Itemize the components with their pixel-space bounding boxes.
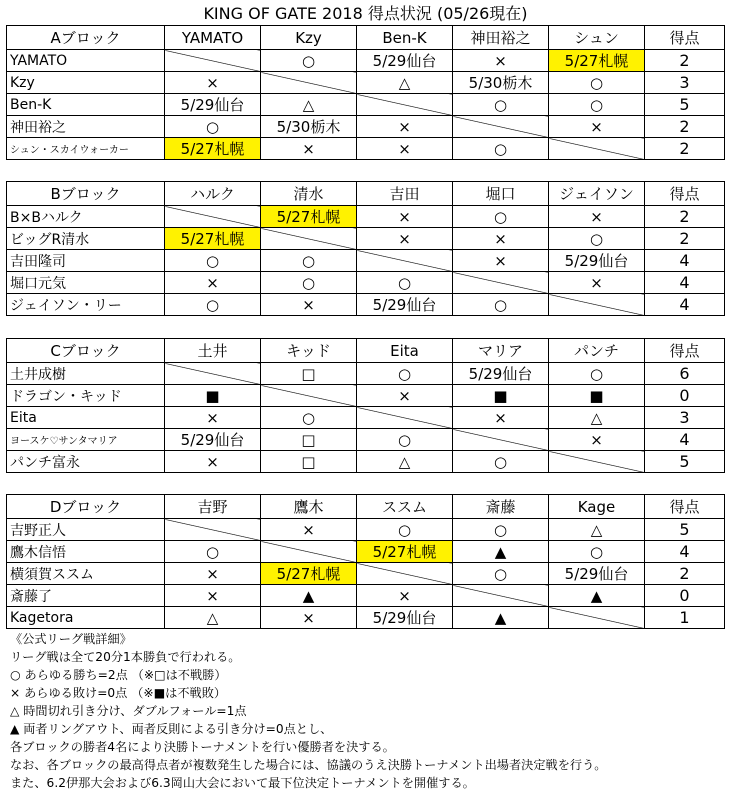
table-row bbox=[7, 72, 725, 94]
score-header: 得点 bbox=[645, 26, 725, 50]
table-header-row bbox=[7, 182, 725, 206]
result-cell: × bbox=[261, 294, 357, 316]
result-cell: △ bbox=[357, 72, 453, 94]
wrestler-name: 斎藤了 bbox=[7, 585, 165, 607]
opponent-header: YAMATO bbox=[165, 26, 261, 50]
scheduled-match-cell: 5/29仙台 bbox=[357, 607, 453, 629]
opponent-header: ススム bbox=[357, 495, 453, 519]
result-cell: × bbox=[165, 451, 261, 473]
wrestler-name: 吉田隆司 bbox=[7, 250, 165, 272]
result-cell: ○ bbox=[453, 519, 549, 541]
opponent-header: マリア bbox=[453, 339, 549, 363]
block-header: Cブロック bbox=[7, 339, 165, 363]
note-line: ○ あらゆる勝ち=2点 （※□は不戦勝） bbox=[10, 668, 227, 682]
result-cell: ○ bbox=[549, 363, 645, 385]
note-line: 各ブロックの勝者4名により決勝トーナメントを行い優勝者を決する。 bbox=[10, 740, 395, 754]
result-cell: × bbox=[549, 429, 645, 451]
scheduled-match-cell: 5/29仙台 bbox=[165, 429, 261, 451]
result-cell: □ bbox=[261, 451, 357, 473]
block-d-table bbox=[6, 494, 725, 629]
score-cell: 4 bbox=[645, 541, 725, 563]
score-cell: 4 bbox=[645, 294, 725, 316]
note-line: △ 時間切れ引き分け、ダブルフォール=1点 bbox=[10, 704, 247, 718]
wrestler-name: Kagetora bbox=[7, 607, 165, 629]
result-cell: ○ bbox=[261, 50, 357, 72]
score-cell: 4 bbox=[645, 272, 725, 294]
scheduled-match-cell: 5/27札幌 bbox=[165, 138, 261, 160]
table-row bbox=[7, 50, 725, 72]
wrestler-name: 堀口元気 bbox=[7, 272, 165, 294]
table-row bbox=[7, 541, 725, 563]
self-match-cell bbox=[165, 50, 261, 72]
self-match-cell bbox=[357, 250, 453, 272]
wrestler-name: ビッグR清水 bbox=[7, 228, 165, 250]
opponent-header: 吉野 bbox=[165, 495, 261, 519]
result-cell: ○ bbox=[453, 294, 549, 316]
result-cell: △ bbox=[261, 94, 357, 116]
result-cell: ○ bbox=[549, 94, 645, 116]
score-cell: 3 bbox=[645, 72, 725, 94]
result-cell: × bbox=[357, 385, 453, 407]
self-match-cell bbox=[549, 294, 645, 316]
table-row bbox=[7, 250, 725, 272]
note-line: リーグ戦は全て20分1本勝負で行われる。 bbox=[10, 650, 241, 664]
result-cell: □ bbox=[261, 429, 357, 451]
opponent-header: 鷹木 bbox=[261, 495, 357, 519]
score-cell: 0 bbox=[645, 385, 725, 407]
score-header: 得点 bbox=[645, 495, 725, 519]
opponent-header: キッド bbox=[261, 339, 357, 363]
self-match-cell bbox=[261, 541, 357, 563]
scheduled-match-cell: 5/29仙台 bbox=[357, 50, 453, 72]
result-cell: × bbox=[165, 585, 261, 607]
block-b-table bbox=[6, 181, 725, 316]
result-cell: ○ bbox=[261, 250, 357, 272]
scheduled-match-cell: 5/29仙台 bbox=[549, 563, 645, 585]
scheduled-match-cell: 5/29仙台 bbox=[357, 294, 453, 316]
rules-notes bbox=[10, 630, 725, 792]
opponent-header: パンチ bbox=[549, 339, 645, 363]
score-cell: 2 bbox=[645, 116, 725, 138]
result-cell: × bbox=[453, 407, 549, 429]
result-cell: × bbox=[453, 228, 549, 250]
result-cell: × bbox=[357, 206, 453, 228]
self-match-cell bbox=[165, 206, 261, 228]
result-cell: × bbox=[165, 272, 261, 294]
result-cell: △ bbox=[165, 607, 261, 629]
note-line: × あらゆる敗け=0点 （※■は不戦敗） bbox=[10, 686, 227, 700]
note-line: なお、各ブロックの最高得点者が複数発生した場合には、協議のうえ決勝トーナメント出場者決定戦を行う。 bbox=[10, 758, 607, 772]
score-cell: 2 bbox=[645, 138, 725, 160]
opponent-header: Ben-K bbox=[357, 26, 453, 50]
result-cell: △ bbox=[357, 451, 453, 473]
self-match-cell bbox=[261, 385, 357, 407]
wrestler-name: 吉野正人 bbox=[7, 519, 165, 541]
result-cell: ○ bbox=[357, 519, 453, 541]
table-row bbox=[7, 206, 725, 228]
opponent-header: 土井 bbox=[165, 339, 261, 363]
opponent-header: Kzy bbox=[261, 26, 357, 50]
result-cell: ○ bbox=[549, 228, 645, 250]
score-cell: 1 bbox=[645, 607, 725, 629]
result-cell: × bbox=[165, 407, 261, 429]
wrestler-name: ジェイソン・リー bbox=[7, 294, 165, 316]
block-header: Dブロック bbox=[7, 495, 165, 519]
self-match-cell bbox=[261, 228, 357, 250]
result-cell: ▲ bbox=[453, 607, 549, 629]
table-row bbox=[7, 138, 725, 160]
opponent-header: ジェイソン bbox=[549, 182, 645, 206]
result-cell: × bbox=[549, 116, 645, 138]
score-cell: 4 bbox=[645, 429, 725, 451]
result-cell: × bbox=[261, 138, 357, 160]
result-cell: ▲ bbox=[549, 585, 645, 607]
scheduled-match-cell: 5/27札幌 bbox=[261, 563, 357, 585]
self-match-cell bbox=[453, 429, 549, 451]
block-a-table bbox=[6, 25, 725, 160]
opponent-header: 清水 bbox=[261, 182, 357, 206]
result-cell: × bbox=[165, 563, 261, 585]
wrestler-name: YAMATO bbox=[7, 50, 165, 72]
score-cell: 2 bbox=[645, 228, 725, 250]
wrestler-name: 鷹木信悟 bbox=[7, 541, 165, 563]
table-row bbox=[7, 385, 725, 407]
table-row bbox=[7, 429, 725, 451]
result-cell: × bbox=[357, 585, 453, 607]
block-header: Aブロック bbox=[7, 26, 165, 50]
wrestler-name: 神田裕之 bbox=[7, 116, 165, 138]
opponent-header: Kage bbox=[549, 495, 645, 519]
result-cell: ■ bbox=[165, 385, 261, 407]
score-cell: 5 bbox=[645, 451, 725, 473]
result-cell: ○ bbox=[549, 541, 645, 563]
table-row bbox=[7, 519, 725, 541]
self-match-cell bbox=[357, 407, 453, 429]
result-cell: × bbox=[357, 116, 453, 138]
opponent-header: 神田裕之 bbox=[453, 26, 549, 50]
table-row bbox=[7, 585, 725, 607]
note-line: ▲ 両者リングアウト、両者反則による引き分け=0点とし、 bbox=[10, 722, 333, 736]
result-cell: ○ bbox=[357, 429, 453, 451]
wrestler-name: Ben-K bbox=[7, 94, 165, 116]
scheduled-match-cell: 5/29仙台 bbox=[165, 94, 261, 116]
table-row bbox=[7, 607, 725, 629]
result-cell: △ bbox=[549, 519, 645, 541]
result-cell: ▲ bbox=[261, 585, 357, 607]
wrestler-name: パンチ富永 bbox=[7, 451, 165, 473]
score-cell: 6 bbox=[645, 363, 725, 385]
scheduled-match-cell: 5/27札幌 bbox=[549, 50, 645, 72]
page-title: KING OF GATE 2018 得点状況 (05/26現在) bbox=[203, 4, 528, 23]
result-cell: ■ bbox=[549, 385, 645, 407]
opponent-header: 斎藤 bbox=[453, 495, 549, 519]
opponent-header: 吉田 bbox=[357, 182, 453, 206]
wrestler-name: Eita bbox=[7, 407, 165, 429]
score-header: 得点 bbox=[645, 182, 725, 206]
wrestler-name: シュン・スカイウォーカー bbox=[7, 138, 165, 160]
result-cell: ○ bbox=[261, 272, 357, 294]
result-cell: ○ bbox=[165, 541, 261, 563]
score-cell: 0 bbox=[645, 585, 725, 607]
result-cell: ○ bbox=[357, 272, 453, 294]
scheduled-match-cell: 5/29仙台 bbox=[453, 363, 549, 385]
table-row bbox=[7, 563, 725, 585]
wrestler-name: B×Bハルク bbox=[7, 206, 165, 228]
result-cell: ○ bbox=[165, 250, 261, 272]
result-cell: ○ bbox=[165, 116, 261, 138]
score-cell: 2 bbox=[645, 206, 725, 228]
table-header-row bbox=[7, 495, 725, 519]
wrestler-name: Kzy bbox=[7, 72, 165, 94]
result-cell: ○ bbox=[453, 206, 549, 228]
result-cell: ○ bbox=[165, 294, 261, 316]
wrestler-name: ドラゴン・キッド bbox=[7, 385, 165, 407]
self-match-cell bbox=[453, 116, 549, 138]
wrestler-name: ヨースケ♡サンタマリア bbox=[7, 429, 165, 451]
result-cell: × bbox=[549, 272, 645, 294]
score-cell: 5 bbox=[645, 519, 725, 541]
result-cell: □ bbox=[261, 363, 357, 385]
table-row bbox=[7, 363, 725, 385]
result-cell: ○ bbox=[453, 94, 549, 116]
self-match-cell bbox=[549, 451, 645, 473]
opponent-header: ハルク bbox=[165, 182, 261, 206]
self-match-cell bbox=[453, 585, 549, 607]
scheduled-match-cell: 5/30栃木 bbox=[453, 72, 549, 94]
table-row bbox=[7, 407, 725, 429]
result-cell: ▲ bbox=[453, 541, 549, 563]
result-cell: × bbox=[453, 250, 549, 272]
wrestler-name: 横須賀ススム bbox=[7, 563, 165, 585]
table-header-row bbox=[7, 26, 725, 50]
wrestler-name: 土井成樹 bbox=[7, 363, 165, 385]
result-cell: ○ bbox=[453, 138, 549, 160]
self-match-cell bbox=[357, 563, 453, 585]
score-cell: 5 bbox=[645, 94, 725, 116]
scheduled-match-cell: 5/29仙台 bbox=[549, 250, 645, 272]
table-header-row bbox=[7, 339, 725, 363]
self-match-cell bbox=[549, 138, 645, 160]
note-line: また、6.2伊那大会および6.3岡山大会において最下位決定トーナメントを開催する。 bbox=[10, 776, 475, 790]
result-cell: ○ bbox=[357, 363, 453, 385]
table-row bbox=[7, 451, 725, 473]
score-header: 得点 bbox=[645, 339, 725, 363]
score-cell: 2 bbox=[645, 563, 725, 585]
block-header: Bブロック bbox=[7, 182, 165, 206]
result-cell: ○ bbox=[453, 563, 549, 585]
self-match-cell bbox=[165, 519, 261, 541]
opponent-header: Eita bbox=[357, 339, 453, 363]
scheduled-match-cell: 5/27札幌 bbox=[261, 206, 357, 228]
result-cell: × bbox=[165, 72, 261, 94]
result-cell: △ bbox=[549, 407, 645, 429]
score-cell: 3 bbox=[645, 407, 725, 429]
result-cell: ○ bbox=[261, 407, 357, 429]
self-match-cell bbox=[165, 363, 261, 385]
result-cell: ○ bbox=[453, 451, 549, 473]
opponent-header: シュン bbox=[549, 26, 645, 50]
result-cell: × bbox=[357, 138, 453, 160]
result-cell: ○ bbox=[549, 72, 645, 94]
scheduled-match-cell: 5/27札幌 bbox=[357, 541, 453, 563]
table-row bbox=[7, 94, 725, 116]
table-row bbox=[7, 116, 725, 138]
block-c-table bbox=[6, 338, 725, 473]
scheduled-match-cell: 5/27札幌 bbox=[165, 228, 261, 250]
table-row bbox=[7, 228, 725, 250]
scheduled-match-cell: 5/30栃木 bbox=[261, 116, 357, 138]
self-match-cell bbox=[549, 607, 645, 629]
result-cell: × bbox=[357, 228, 453, 250]
result-cell: × bbox=[549, 206, 645, 228]
result-cell: × bbox=[453, 50, 549, 72]
result-cell: × bbox=[261, 519, 357, 541]
result-cell: ■ bbox=[453, 385, 549, 407]
table-row bbox=[7, 294, 725, 316]
self-match-cell bbox=[261, 72, 357, 94]
self-match-cell bbox=[357, 94, 453, 116]
score-cell: 4 bbox=[645, 250, 725, 272]
result-cell: × bbox=[261, 607, 357, 629]
table-row bbox=[7, 272, 725, 294]
score-cell: 2 bbox=[645, 50, 725, 72]
notes-heading: 《公式リーグ戦詳細》 bbox=[10, 632, 132, 646]
self-match-cell bbox=[453, 272, 549, 294]
opponent-header: 堀口 bbox=[453, 182, 549, 206]
